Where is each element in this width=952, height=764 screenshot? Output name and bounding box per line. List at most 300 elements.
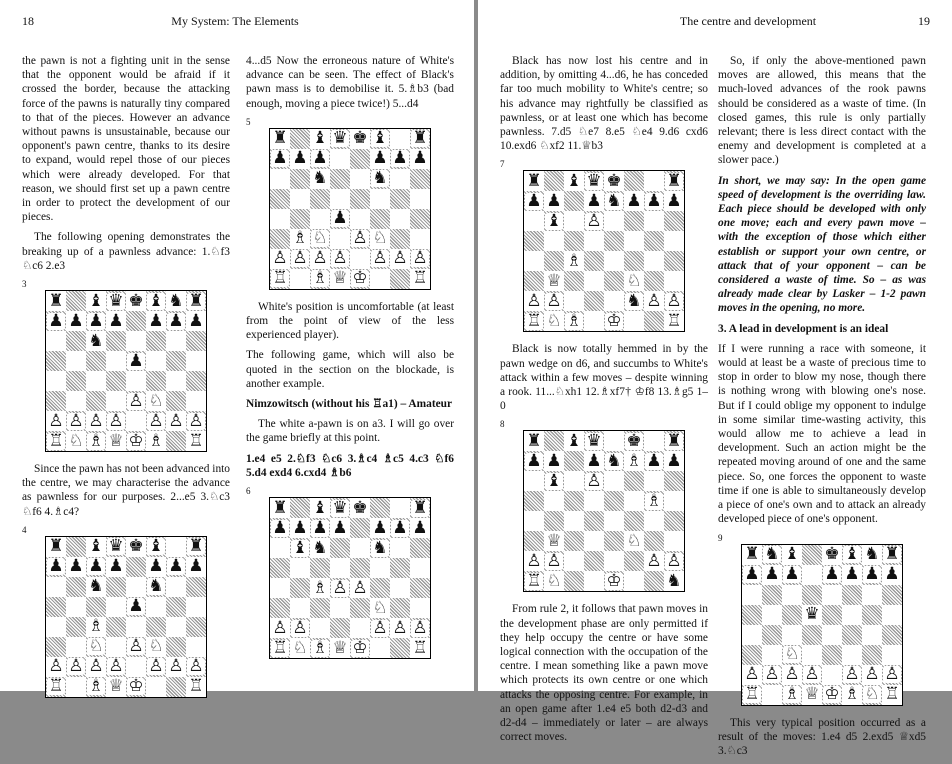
white-piece-icon: ♕ — [332, 637, 348, 658]
black-piece-icon: ♜ — [526, 430, 542, 451]
board-square — [822, 645, 842, 665]
white-piece-icon: ♗ — [784, 684, 800, 704]
board-square — [66, 537, 86, 557]
black-piece-icon: ♛ — [108, 290, 124, 311]
black-piece-icon: ♟ — [332, 208, 348, 229]
board-square — [86, 311, 106, 331]
board-square — [544, 431, 564, 451]
white-piece-icon: ♗ — [312, 577, 328, 598]
white-piece-icon: ♙ — [586, 210, 602, 231]
white-piece-icon: ♙ — [168, 656, 184, 677]
board-square — [166, 637, 186, 657]
board-square — [624, 211, 644, 231]
board-square — [644, 171, 664, 191]
board-square — [106, 577, 126, 597]
board-square — [186, 617, 206, 637]
board-square — [410, 558, 430, 578]
paragraph: White's position is uncomfortable (at least from the point of view of the less experienced player). — [246, 300, 454, 342]
board-square — [644, 511, 664, 531]
black-piece-icon: ♛ — [586, 170, 602, 191]
black-piece-icon: ♚ — [606, 170, 622, 191]
board-square — [544, 211, 564, 231]
board-square — [564, 231, 584, 251]
white-piece-icon: ♙ — [88, 656, 104, 677]
board-square — [186, 291, 206, 311]
board-square — [270, 149, 290, 169]
paragraph: This very typical position occurred as a result of the moves: 1.e4 d5 2.exd5 ♕xd5 3.♘c3 — [718, 716, 926, 757]
board-square — [290, 169, 310, 189]
white-piece-icon: ♘ — [88, 636, 104, 657]
black-piece-icon: ♝ — [148, 536, 164, 557]
black-piece-icon: ♞ — [88, 576, 104, 597]
board-square — [166, 597, 186, 617]
white-piece-icon: ♙ — [804, 664, 820, 684]
black-piece-icon: ♜ — [412, 497, 428, 518]
board-square — [86, 557, 106, 577]
board-square — [644, 531, 664, 551]
white-piece-icon: ♔ — [606, 310, 622, 331]
board-square — [742, 625, 762, 645]
board-square — [350, 638, 370, 658]
board-square — [186, 637, 206, 657]
paragraph: Since the pawn has not been advanced into the centre, we may characterise the advance as pawnless for our purposes. 2...e5 3.♘c3 ♘f6 4.♗c4? — [22, 463, 230, 518]
board-square — [882, 645, 902, 665]
black-piece-icon: ♚ — [352, 128, 368, 149]
white-piece-icon: ♘ — [292, 637, 308, 658]
white-piece-icon: ♔ — [824, 684, 840, 704]
board-square — [584, 491, 604, 511]
board-square — [146, 617, 166, 637]
board-square — [842, 645, 862, 665]
white-piece-icon: ♖ — [272, 268, 288, 289]
board-square — [46, 291, 66, 311]
diagram-number: 8 — [500, 419, 505, 430]
board-square — [46, 677, 66, 697]
right-column-1 — [500, 54, 708, 750]
black-piece-icon: ♝ — [566, 170, 582, 191]
board-square — [604, 251, 624, 271]
board-square — [126, 657, 146, 677]
board-square — [390, 518, 410, 538]
board-square — [762, 685, 782, 705]
board-square — [644, 451, 664, 471]
board-square — [270, 598, 290, 618]
board-square — [410, 209, 430, 229]
white-piece-icon: ♖ — [272, 637, 288, 658]
white-piece-icon: ♗ — [88, 676, 104, 697]
board-square — [544, 191, 564, 211]
white-piece-icon: ♕ — [804, 684, 820, 704]
board-square — [782, 625, 802, 645]
board-square — [802, 565, 822, 585]
board-square — [270, 209, 290, 229]
board-square — [742, 545, 762, 565]
white-piece-icon: ♙ — [844, 664, 860, 684]
black-piece-icon: ♞ — [864, 544, 880, 564]
board-square — [86, 597, 106, 617]
board-square — [564, 291, 584, 311]
board-square — [146, 597, 166, 617]
white-piece-icon: ♙ — [546, 550, 562, 571]
board-square — [742, 585, 762, 605]
board-square — [126, 391, 146, 411]
board-square — [290, 249, 310, 269]
board-square — [524, 271, 544, 291]
board-square — [166, 331, 186, 351]
board-square — [350, 578, 370, 598]
white-piece-icon: ♗ — [646, 490, 662, 511]
board-square — [742, 665, 762, 685]
board-square — [544, 471, 564, 491]
board-square — [166, 371, 186, 391]
board-square — [564, 551, 584, 571]
board-square — [186, 537, 206, 557]
white-piece-icon: ♙ — [312, 248, 328, 269]
black-piece-icon: ♟ — [626, 190, 642, 211]
black-piece-icon: ♝ — [148, 290, 164, 311]
board-square — [310, 249, 330, 269]
black-piece-icon: ♟ — [88, 310, 104, 331]
black-piece-icon: ♞ — [372, 537, 388, 558]
board-square — [862, 585, 882, 605]
white-piece-icon: ♔ — [352, 268, 368, 289]
board-square — [270, 498, 290, 518]
black-piece-icon: ♟ — [764, 564, 780, 584]
board-square — [564, 491, 584, 511]
board-square — [564, 251, 584, 271]
board-square — [350, 169, 370, 189]
board-square — [270, 229, 290, 249]
white-piece-icon: ♗ — [566, 310, 582, 331]
board-square — [310, 538, 330, 558]
board-square — [350, 269, 370, 289]
board-square — [370, 598, 390, 618]
board-square — [564, 271, 584, 291]
left-column-1 — [22, 54, 230, 708]
white-piece-icon: ♖ — [412, 268, 428, 289]
board-square — [644, 231, 664, 251]
board-square — [126, 291, 146, 311]
board-square — [882, 665, 902, 685]
white-piece-icon: ♙ — [372, 617, 388, 638]
black-piece-icon: ♞ — [312, 537, 328, 558]
board-square — [66, 597, 86, 617]
board-square — [604, 551, 624, 571]
black-piece-icon: ♟ — [312, 517, 328, 538]
board-square — [822, 605, 842, 625]
white-piece-icon: ♙ — [784, 664, 800, 684]
black-piece-icon: ♜ — [666, 430, 682, 451]
board-square — [106, 557, 126, 577]
black-piece-icon: ♛ — [586, 430, 602, 451]
board-square — [604, 211, 624, 231]
board-square — [524, 171, 544, 191]
white-piece-icon: ♘ — [312, 228, 328, 249]
board-square — [524, 431, 544, 451]
board-square — [410, 129, 430, 149]
black-piece-icon: ♟ — [128, 350, 144, 371]
paragraph: Black has now lost his centre and in addition, by omitting 4...d6, he has conceded far too much mobility to White's centre; so his advance may rightfully be classified as pawnless, or at least one which has become pawnless. 7.d5 ♘e7 8.e5 ♘e4 9.d6 cxd6 10.exd6 ♘xf2 11.♕b3 — [500, 55, 708, 153]
paragraph: Nimzowitsch (without his ♖a1) – Amateur — [246, 398, 453, 411]
white-piece-icon: ♙ — [372, 248, 388, 269]
page-number-right: 19 — [918, 14, 930, 28]
board-square — [584, 431, 604, 451]
board-square — [66, 371, 86, 391]
board-square — [664, 571, 684, 591]
black-piece-icon: ♟ — [392, 517, 408, 538]
board-square — [390, 638, 410, 658]
board-square — [270, 558, 290, 578]
black-piece-icon: ♟ — [372, 517, 388, 538]
white-piece-icon: ♗ — [312, 268, 328, 289]
board-square — [106, 637, 126, 657]
black-piece-icon: ♛ — [332, 497, 348, 518]
board-square — [882, 585, 902, 605]
board-square — [410, 229, 430, 249]
board-square — [86, 331, 106, 351]
board-square — [86, 537, 106, 557]
board-square — [604, 291, 624, 311]
board-square — [882, 625, 902, 645]
board-square — [842, 685, 862, 705]
board-square — [66, 351, 86, 371]
board-square — [664, 291, 684, 311]
board-square — [186, 331, 206, 351]
board-square — [544, 171, 564, 191]
board-square — [544, 311, 564, 331]
black-piece-icon: ♛ — [108, 536, 124, 557]
board-square — [644, 211, 664, 231]
board-square — [146, 557, 166, 577]
white-piece-icon: ♔ — [128, 430, 144, 451]
white-piece-icon: ♗ — [148, 430, 164, 451]
board-square — [584, 311, 604, 331]
board-square — [330, 538, 350, 558]
board-square — [524, 471, 544, 491]
white-piece-icon: ♙ — [128, 636, 144, 657]
right-column-2 — [718, 54, 926, 764]
board-square — [664, 491, 684, 511]
board-square — [410, 269, 430, 289]
black-piece-icon: ♝ — [292, 537, 308, 558]
white-piece-icon: ♙ — [744, 664, 760, 684]
running-head-right: The centre and development — [679, 14, 817, 28]
white-piece-icon: ♙ — [412, 248, 428, 269]
board-square — [106, 677, 126, 697]
black-piece-icon: ♜ — [412, 128, 428, 149]
board-square — [146, 577, 166, 597]
white-piece-icon: ♖ — [412, 637, 428, 658]
black-piece-icon: ♟ — [546, 450, 562, 471]
board-square — [46, 637, 66, 657]
black-piece-icon: ♜ — [526, 170, 542, 191]
board-square — [564, 471, 584, 491]
white-piece-icon: ♙ — [188, 656, 204, 677]
black-piece-icon: ♟ — [586, 450, 602, 471]
board-square — [842, 565, 862, 585]
board-square — [370, 249, 390, 269]
white-piece-icon: ♔ — [352, 637, 368, 658]
board-square — [544, 571, 564, 591]
board-square — [644, 191, 664, 211]
board-square — [290, 229, 310, 249]
paragraph: So, if only the above-mentioned pawn moves are allowed, this means that the much-loved advances of the rook pawns should be considered as a waste of time. (In closed games, this rule is only partially relevant; there is less direct contact with the enemy and development is completed at a slower pace.) — [718, 55, 926, 167]
board-square — [664, 191, 684, 211]
black-piece-icon: ♞ — [666, 570, 682, 591]
board-square — [290, 578, 310, 598]
black-piece-icon: ♝ — [566, 430, 582, 451]
white-piece-icon: ♕ — [546, 530, 562, 551]
board-square — [186, 557, 206, 577]
board-square — [390, 169, 410, 189]
board-square — [584, 171, 604, 191]
board-square — [310, 129, 330, 149]
board-square — [290, 638, 310, 658]
white-piece-icon: ♙ — [292, 248, 308, 269]
board-square — [106, 331, 126, 351]
board-square — [410, 538, 430, 558]
board-square — [106, 391, 126, 411]
board-square — [106, 431, 126, 451]
board-square — [822, 625, 842, 645]
black-piece-icon: ♟ — [168, 556, 184, 577]
board-square — [86, 291, 106, 311]
board-square — [186, 391, 206, 411]
board-square — [310, 189, 330, 209]
board-square — [290, 189, 310, 209]
white-piece-icon: ♕ — [108, 430, 124, 451]
board-square — [390, 618, 410, 638]
board-square — [270, 578, 290, 598]
paragraph: In short, we may say: In the open game speed of development is the overriding law. Each piece should be developed with only one move; each and every pawn move – with the exception of those which either establish or support your own centre, or attack that of your opponent – can be considered a waste of time. So – as was already made clear by Lasker – 1-2 pawn moves in the opening, no more. — [718, 174, 926, 315]
board-square — [66, 391, 86, 411]
white-piece-icon: ♙ — [292, 617, 308, 638]
black-piece-icon: ♝ — [312, 497, 328, 518]
board-square — [410, 578, 430, 598]
board-square — [644, 311, 664, 331]
board-square — [624, 531, 644, 551]
black-piece-icon: ♟ — [586, 190, 602, 211]
black-piece-icon: ♜ — [272, 128, 288, 149]
chess-diagram-3 — [45, 290, 207, 452]
board-square — [46, 657, 66, 677]
black-piece-icon: ♟ — [88, 556, 104, 577]
board-square — [270, 249, 290, 269]
board-square — [166, 431, 186, 451]
white-piece-icon: ♙ — [352, 577, 368, 598]
board-square — [624, 271, 644, 291]
board-square — [584, 451, 604, 471]
board-square — [410, 249, 430, 269]
board-square — [126, 351, 146, 371]
black-piece-icon: ♝ — [88, 290, 104, 311]
white-piece-icon: ♗ — [312, 637, 328, 658]
board-square — [390, 149, 410, 169]
board-square — [584, 551, 604, 571]
board-square — [782, 585, 802, 605]
black-piece-icon: ♜ — [272, 497, 288, 518]
white-piece-icon: ♙ — [68, 410, 84, 431]
board-square — [882, 545, 902, 565]
board-square — [584, 571, 604, 591]
board-square — [564, 191, 584, 211]
board-square — [106, 351, 126, 371]
board-square — [624, 291, 644, 311]
board-square — [882, 605, 902, 625]
board-square — [310, 578, 330, 598]
black-piece-icon: ♟ — [744, 564, 760, 584]
board-square — [330, 578, 350, 598]
left-column-2 — [246, 54, 454, 669]
board-square — [584, 271, 604, 291]
board-square — [584, 531, 604, 551]
board-square — [146, 677, 166, 697]
board-square — [842, 625, 862, 645]
board-square — [564, 451, 584, 471]
board-square — [604, 171, 624, 191]
board-square — [564, 171, 584, 191]
board-square — [330, 638, 350, 658]
board-square — [290, 618, 310, 638]
board-square — [862, 565, 882, 585]
black-piece-icon: ♟ — [646, 190, 662, 211]
board-square — [802, 645, 822, 665]
board-square — [126, 597, 146, 617]
board-square — [106, 291, 126, 311]
board-square — [524, 311, 544, 331]
board-square — [350, 249, 370, 269]
board-square — [584, 511, 604, 531]
board-square — [390, 598, 410, 618]
board-square — [544, 291, 564, 311]
board-square — [370, 618, 390, 638]
right-page — [478, 0, 952, 757]
board-square — [66, 617, 86, 637]
board-square — [624, 171, 644, 191]
board-square — [330, 189, 350, 209]
board-square — [644, 551, 664, 571]
white-piece-icon: ♖ — [526, 570, 542, 591]
black-piece-icon: ♟ — [412, 517, 428, 538]
white-piece-icon: ♘ — [626, 270, 642, 291]
board-square — [126, 677, 146, 697]
board-square — [46, 431, 66, 451]
black-piece-icon: ♞ — [606, 450, 622, 471]
board-square — [604, 191, 624, 211]
black-piece-icon: ♜ — [744, 544, 760, 564]
board-square — [664, 531, 684, 551]
black-piece-icon: ♜ — [188, 536, 204, 557]
black-piece-icon: ♟ — [188, 310, 204, 331]
white-piece-icon: ♙ — [88, 410, 104, 431]
board-square — [664, 311, 684, 331]
board-square — [370, 518, 390, 538]
board-square — [564, 431, 584, 451]
board-square — [330, 229, 350, 249]
board-square — [290, 129, 310, 149]
white-piece-icon: ♙ — [128, 390, 144, 411]
board-square — [390, 498, 410, 518]
board-square — [350, 149, 370, 169]
board-square — [644, 271, 664, 291]
board-square — [166, 311, 186, 331]
white-piece-icon: ♖ — [526, 310, 542, 331]
black-piece-icon: ♟ — [526, 450, 542, 471]
board-square — [370, 169, 390, 189]
board-square — [544, 271, 564, 291]
black-piece-icon: ♟ — [546, 190, 562, 211]
board-square — [290, 598, 310, 618]
